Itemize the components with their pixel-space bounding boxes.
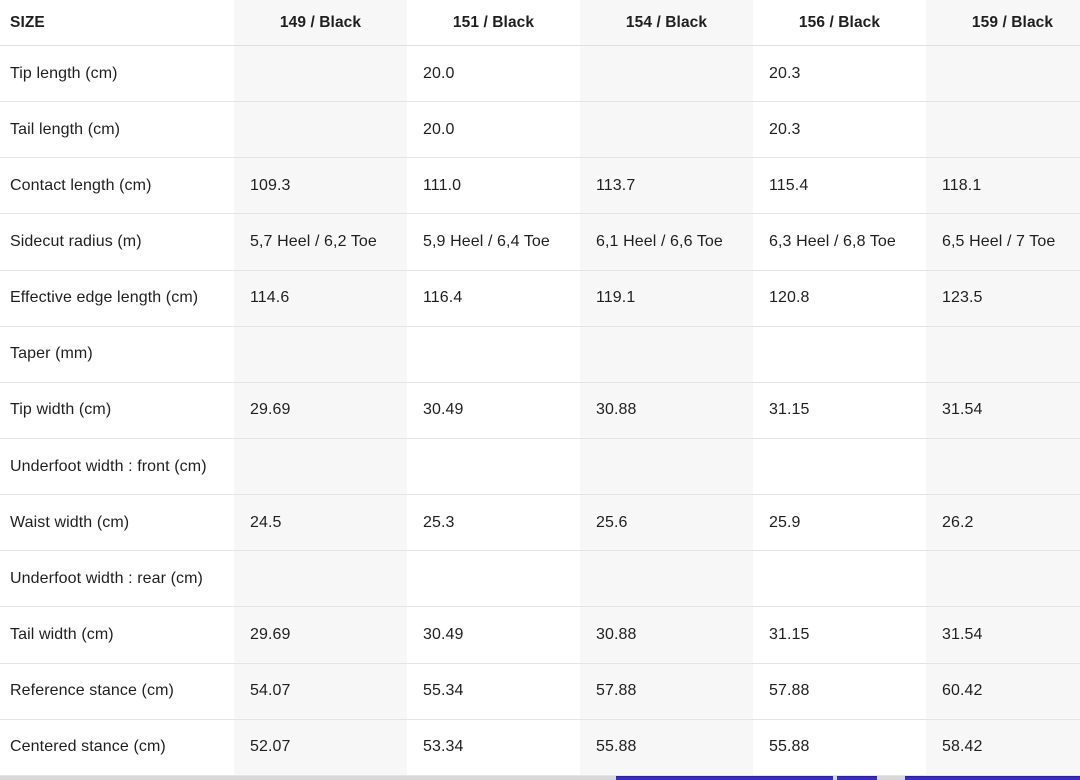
table-cell: 24.5 — [234, 495, 407, 550]
row-label: Tail length (cm) — [10, 120, 121, 138]
table-cell: 29.69 — [234, 383, 407, 438]
table-cell: 6,3 Heel / 6,8 Toe — [769, 232, 896, 250]
table-row-tip-length — [0, 46, 1080, 102]
table-cell: 120.8 — [769, 289, 810, 307]
table-cell: 20.0 — [423, 120, 455, 138]
table-cell — [926, 327, 1080, 382]
horizontal-scrollbar-track[interactable] — [0, 776, 1080, 780]
table-cell: 31.54 — [926, 383, 1080, 438]
table-cell: 6,5 Heel / 7 Toe — [926, 214, 1080, 269]
table-row-contact-length — [0, 158, 1080, 214]
row-label: Waist width (cm) — [10, 513, 130, 531]
row-label: Effective edge length (cm) — [10, 289, 199, 307]
table-cell: 57.88 — [580, 664, 753, 719]
table-cell: 52.07 — [234, 720, 407, 775]
table-row-waist-width — [0, 495, 1080, 551]
table-cell — [580, 327, 753, 382]
table-cell: 113.7 — [580, 158, 753, 213]
table-cell: 31.54 — [926, 607, 1080, 662]
column-header-151-black: 151 / Black — [452, 13, 535, 31]
size-header-label: SIZE — [10, 13, 45, 31]
table-cell — [234, 102, 407, 157]
table-row-reference-stance — [0, 664, 1080, 720]
row-label: Tip length (cm) — [10, 64, 118, 82]
table-cell — [580, 551, 753, 606]
table-cell — [580, 46, 753, 101]
table-cell — [926, 102, 1080, 157]
table-row-sidecut-radius — [0, 214, 1080, 270]
table-cell — [407, 439, 580, 494]
table-cell: 25.3 — [423, 513, 455, 531]
table-cell: 123.5 — [926, 271, 1080, 326]
table-cell: 119.1 — [580, 271, 753, 326]
table-row-underfoot-width-rear — [0, 551, 1080, 607]
table-cell — [234, 439, 407, 494]
column-header-159-black: 159 / Black — [926, 0, 1080, 45]
column-header-156-black: 156 / Black — [798, 13, 881, 31]
row-label: Underfoot width : front (cm) — [10, 457, 207, 475]
table-cell: 111.0 — [423, 176, 462, 194]
table-cell: 29.69 — [234, 607, 407, 662]
table-row-taper — [0, 327, 1080, 383]
table-cell: 58.42 — [926, 720, 1080, 775]
table-cell: 20.3 — [769, 120, 801, 138]
table-cell: 109.3 — [234, 158, 407, 213]
row-label: Contact length (cm) — [10, 176, 152, 194]
table-cell: 55.34 — [423, 682, 464, 700]
table-cell: 25.9 — [769, 513, 801, 531]
table-cell — [234, 46, 407, 101]
bottom-accent-segment — [905, 776, 1080, 780]
table-cell: 54.07 — [234, 664, 407, 719]
table-row-tail-length — [0, 102, 1080, 158]
row-label: Sidecut radius (m) — [10, 232, 142, 250]
table-row-tail-width — [0, 607, 1080, 663]
table-cell — [234, 551, 407, 606]
row-label: Reference stance (cm) — [10, 682, 174, 700]
table-cell — [753, 327, 926, 382]
table-cell: 25.6 — [580, 495, 753, 550]
table-cell: 30.49 — [423, 401, 464, 419]
row-label: Tip width (cm) — [10, 401, 112, 419]
table-cell — [407, 551, 580, 606]
table-cell: 114.6 — [234, 271, 407, 326]
table-header-row — [0, 0, 1080, 46]
table-row-centered-stance — [0, 720, 1080, 776]
table-cell: 20.3 — [769, 64, 801, 82]
row-label: Underfoot width : rear (cm) — [10, 569, 203, 587]
table-cell: 6,1 Heel / 6,6 Toe — [580, 214, 753, 269]
row-label: Centered stance (cm) — [10, 738, 166, 756]
table-cell — [926, 46, 1080, 101]
table-row-effective-edge-length — [0, 271, 1080, 327]
table-cell — [926, 439, 1080, 494]
table-cell: 30.88 — [580, 383, 753, 438]
bottom-accent-segment — [616, 776, 833, 780]
table-cell: 31.15 — [769, 401, 810, 419]
table-cell: 5,9 Heel / 6,4 Toe — [423, 232, 550, 250]
table-cell — [580, 102, 753, 157]
table-cell — [407, 327, 580, 382]
row-label: Taper (mm) — [10, 345, 93, 363]
row-label: Tail width (cm) — [10, 625, 114, 643]
bottom-accent-segment — [837, 776, 877, 780]
table-cell: 115.4 — [769, 176, 809, 194]
table-row-underfoot-width-front — [0, 439, 1080, 495]
table-cell: 30.88 — [580, 607, 753, 662]
table-cell — [234, 327, 407, 382]
table-row-tip-width — [0, 383, 1080, 439]
table-cell: 116.4 — [423, 289, 463, 307]
table-cell: 55.88 — [769, 738, 810, 756]
table-cell — [753, 551, 926, 606]
column-header-154-black: 154 / Black — [580, 0, 753, 45]
table-cell — [753, 439, 926, 494]
table-cell: 30.49 — [423, 625, 464, 643]
table-cell — [926, 551, 1080, 606]
table-cell: 55.88 — [580, 720, 753, 775]
table-cell: 5,7 Heel / 6,2 Toe — [234, 214, 407, 269]
table-cell: 57.88 — [769, 682, 810, 700]
table-cell: 60.42 — [926, 664, 1080, 719]
table-cell — [580, 439, 753, 494]
table-cell: 26.2 — [926, 495, 1080, 550]
table-cell: 20.0 — [423, 64, 455, 82]
table-cell: 53.34 — [423, 738, 464, 756]
table-cell: 118.1 — [926, 158, 1080, 213]
column-header-149-black: 149 / Black — [234, 0, 407, 45]
table-cell: 31.15 — [769, 625, 810, 643]
